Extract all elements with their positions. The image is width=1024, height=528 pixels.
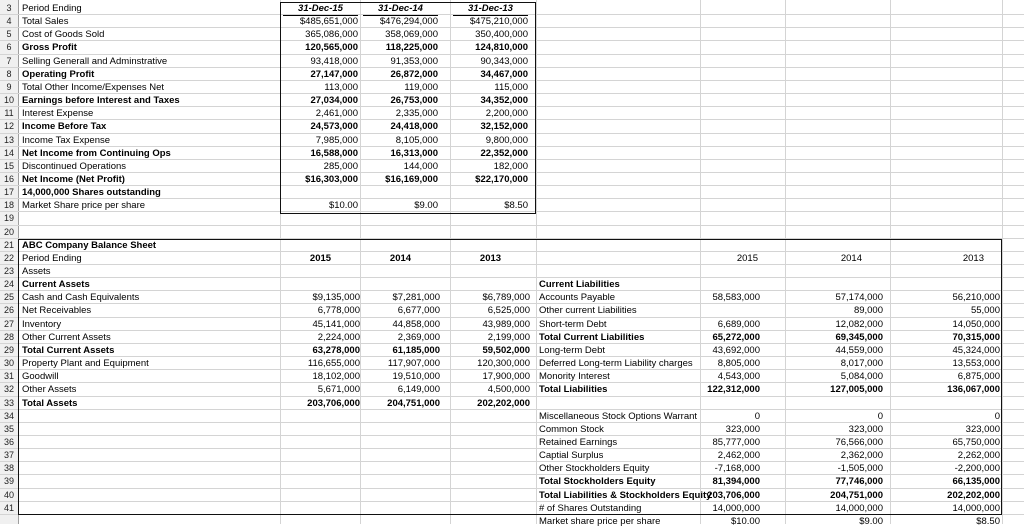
row-number[interactable]: 9 <box>6 81 12 92</box>
balance-year-left: 2013 <box>479 252 502 264</box>
asset-value[interactable]: 5,671,000 <box>317 384 360 396</box>
asset-value[interactable]: 202,202,000 <box>477 397 530 409</box>
asset-label: Cash and Cash Equivalents <box>22 292 140 304</box>
asset-value[interactable]: 4,500,000 <box>487 384 530 396</box>
asset-label: Other Current Assets <box>22 331 111 343</box>
balance-year-left: 2014 <box>389 252 412 264</box>
liability-value[interactable]: -2,200,000 <box>954 463 1000 475</box>
income-value[interactable]: 115,000 <box>494 81 528 93</box>
row-number[interactable]: 16 <box>3 173 14 184</box>
liability-value[interactable]: 56,210,000 <box>952 292 1000 304</box>
row-number[interactable]: 25 <box>3 292 14 303</box>
row-number[interactable]: 3 <box>6 3 12 13</box>
liability-value[interactable]: 12,082,000 <box>835 318 883 330</box>
row-number[interactable]: 15 <box>3 160 14 171</box>
liability-label: Short-term Debt <box>539 318 607 330</box>
asset-value[interactable]: 6,778,000 <box>317 305 360 317</box>
asset-label: Total Current Assets <box>22 344 115 356</box>
income-label: Cost of Goods Sold <box>22 29 105 41</box>
income-value[interactable]: 16,313,000 <box>390 147 438 159</box>
income-value[interactable]: 365,086,000 <box>305 29 358 41</box>
income-label: Total Other Income/Expenses Net <box>22 81 165 93</box>
asset-value[interactable]: 6,525,000 <box>487 305 530 317</box>
liability-value[interactable]: 14,050,000 <box>952 318 1000 330</box>
liability-value[interactable]: -7,168,000 <box>714 463 760 475</box>
row-number[interactable]: 14 <box>3 147 14 158</box>
income-value[interactable]: 113,000 <box>324 81 358 93</box>
row-number[interactable]: 10 <box>3 95 14 106</box>
income-value[interactable]: 118,225,000 <box>385 42 438 54</box>
asset-value[interactable]: 117,907,000 <box>387 358 440 370</box>
income-value[interactable]: 7,985,000 <box>315 134 358 146</box>
income-value[interactable]: 350,400,000 <box>475 29 528 41</box>
row-number[interactable]: 30 <box>3 358 14 369</box>
income-value[interactable]: 24,573,000 <box>310 121 358 133</box>
liability-value[interactable]: 57,174,000 <box>835 292 883 304</box>
asset-value[interactable]: 120,300,000 <box>477 358 530 370</box>
row-number[interactable]: 40 <box>3 489 14 500</box>
liability-value[interactable]: 13,553,000 <box>952 358 1000 370</box>
income-value[interactable]: $475,210,000 <box>469 16 528 28</box>
income-value[interactable]: 24,418,000 <box>390 121 438 133</box>
row-number[interactable]: 39 <box>3 476 14 487</box>
income-year-header[interactable]: 31-Dec-14 <box>363 2 438 16</box>
income-label: Net Income from Continuing Ops <box>22 147 171 159</box>
income-label: Interest Expense <box>22 108 94 120</box>
income-label: Period Ending <box>22 3 82 14</box>
income-value[interactable]: $8.50 <box>504 200 528 212</box>
liability-value[interactable]: $10.00 <box>730 515 760 527</box>
asset-value[interactable]: 19,510,000 <box>392 371 440 383</box>
liability-value[interactable]: 204,751,000 <box>830 489 883 501</box>
income-label: Income Tax Expense <box>22 134 111 146</box>
balance-period-label: Period Ending <box>22 252 82 264</box>
liability-value[interactable]: 69,345,000 <box>835 331 883 343</box>
income-label: Earnings before Interest and Taxes <box>22 95 180 107</box>
income-value[interactable]: $16,169,000 <box>385 173 438 185</box>
liability-value[interactable]: 2,462,000 <box>717 450 760 462</box>
asset-value[interactable]: 43,989,000 <box>482 318 530 330</box>
income-value[interactable]: $9.00 <box>414 200 438 212</box>
income-label: Gross Profit <box>22 42 77 54</box>
income-value[interactable]: 119,000 <box>404 81 438 93</box>
income-value[interactable]: 91,353,000 <box>390 55 438 67</box>
liability-value[interactable]: 14,000,000 <box>712 502 760 514</box>
row-number[interactable]: 19 <box>3 213 14 224</box>
income-value[interactable]: 34,352,000 <box>480 95 528 107</box>
liability-value[interactable]: 8,805,000 <box>717 358 760 370</box>
income-label: Operating Profit <box>22 68 95 80</box>
sheet-row <box>0 226 1024 239</box>
liability-label: Deferred Long-term Liability charges <box>539 358 693 370</box>
income-value[interactable]: 124,810,000 <box>475 42 528 54</box>
row-number[interactable]: 21 <box>3 239 14 250</box>
row-number[interactable]: 5 <box>6 29 12 40</box>
income-value[interactable]: 2,335,000 <box>395 108 438 120</box>
liability-value[interactable]: 0 <box>877 410 883 422</box>
row-number[interactable]: 41 <box>3 502 14 513</box>
row-number[interactable]: 11 <box>4 108 14 119</box>
liability-value[interactable]: 127,005,000 <box>830 384 883 396</box>
liability-label: Market share price per share <box>539 515 661 527</box>
liability-value[interactable]: 323,000 <box>725 423 760 435</box>
asset-label: Current Assets <box>22 279 90 291</box>
income-value[interactable]: 16,588,000 <box>310 147 358 159</box>
row-number[interactable]: 34 <box>3 410 14 421</box>
liability-value[interactable]: 14,000,000 <box>952 502 1000 514</box>
income-value[interactable]: 32,152,000 <box>480 121 528 133</box>
liability-label: Accounts Payable <box>539 292 616 304</box>
liability-value[interactable]: 6,875,000 <box>957 371 1000 383</box>
liability-value[interactable]: 323,000 <box>965 423 1000 435</box>
asset-value[interactable]: 18,102,000 <box>312 371 360 383</box>
liability-label: Common Stock <box>539 423 604 435</box>
row-number[interactable]: 27 <box>3 318 14 329</box>
income-value[interactable]: 358,069,000 <box>385 29 438 41</box>
liability-label: Long-term Debt <box>539 344 606 356</box>
liability-value[interactable]: -1,505,000 <box>837 463 883 475</box>
liability-label: Other current Liabilities <box>539 305 637 317</box>
income-label: Income Before Tax <box>22 121 107 133</box>
liability-value[interactable]: 45,324,000 <box>952 344 1000 356</box>
liability-value[interactable]: 43,692,000 <box>712 344 760 356</box>
asset-value[interactable]: 17,900,000 <box>482 371 530 383</box>
row-number[interactable]: 36 <box>3 436 14 447</box>
liability-value[interactable]: 203,706,000 <box>707 489 760 501</box>
asset-value[interactable]: 6,677,000 <box>397 305 440 317</box>
liability-value[interactable]: 85,777,000 <box>712 436 760 448</box>
income-year-header[interactable]: 31-Dec-13 <box>453 2 528 16</box>
income-value[interactable]: 93,418,000 <box>310 55 358 67</box>
liability-value[interactable]: 6,689,000 <box>717 318 760 330</box>
income-label: Discontinued Operations <box>22 160 127 172</box>
liability-label: Miscellaneous Stock Options Warrant <box>539 410 698 422</box>
liability-label: Captial Surplus <box>539 450 604 462</box>
liability-label: Total Liabilities <box>539 384 608 396</box>
liability-value[interactable]: 70,315,000 <box>952 331 1000 343</box>
row-number[interactable]: 7 <box>6 55 12 66</box>
liability-value[interactable]: 0 <box>754 410 760 422</box>
asset-value[interactable]: 63,278,000 <box>312 344 360 356</box>
income-value[interactable]: 144,000 <box>403 160 438 172</box>
balance-year-right: 2013 <box>962 252 984 264</box>
balance-year-right: 2015 <box>736 252 758 264</box>
liability-label: Current Liabilities <box>539 279 620 291</box>
income-value[interactable]: $476,294,000 <box>379 16 438 28</box>
row-number[interactable]: 12 <box>3 121 14 132</box>
row-number[interactable]: 18 <box>3 200 14 211</box>
liability-value[interactable]: 89,000 <box>853 305 883 317</box>
row-number[interactable]: 8 <box>6 68 12 79</box>
income-value[interactable]: 26,872,000 <box>390 68 438 80</box>
income-label: Market Share price per share <box>22 200 146 212</box>
asset-label: Inventory <box>22 318 62 330</box>
asset-value[interactable]: 203,706,000 <box>307 397 360 409</box>
income-value[interactable]: 182,000 <box>493 160 528 172</box>
asset-label: Property Plant and Equipment <box>22 358 149 370</box>
row-number[interactable]: 4 <box>6 16 12 27</box>
income-value[interactable]: 26,753,000 <box>390 95 438 107</box>
liability-value[interactable]: 5,084,000 <box>840 371 883 383</box>
liability-value[interactable]: 81,394,000 <box>712 476 760 488</box>
liability-label: Other Stockholders Equity <box>539 463 650 475</box>
asset-value[interactable]: $6,789,000 <box>482 292 530 304</box>
income-value[interactable]: 120,565,000 <box>305 42 358 54</box>
asset-label: Total Assets <box>22 397 78 409</box>
income-value[interactable]: 285,000 <box>323 160 358 172</box>
liability-label: # of Shares Outstanding <box>539 502 642 514</box>
asset-label: Other Assets <box>22 384 77 396</box>
income-value[interactable]: 9,800,000 <box>485 134 528 146</box>
row-number[interactable]: 38 <box>3 463 14 474</box>
income-value[interactable]: 22,352,000 <box>480 147 528 159</box>
row-number[interactable]: 29 <box>3 344 14 355</box>
liability-label: Total Current Liabilities <box>539 331 645 343</box>
balance-year-right: 2014 <box>840 252 862 264</box>
liability-value[interactable]: 76,566,000 <box>835 436 883 448</box>
row-number[interactable]: 37 <box>3 450 14 461</box>
income-value[interactable]: 90,343,000 <box>480 55 528 67</box>
liability-value[interactable]: 202,202,000 <box>947 489 1000 501</box>
liability-value[interactable]: 14,000,000 <box>835 502 883 514</box>
liability-value[interactable]: 323,000 <box>848 423 883 435</box>
liability-value[interactable]: $9.00 <box>859 515 883 527</box>
income-value[interactable]: 34,467,000 <box>480 68 528 80</box>
balance-year-left: 2015 <box>309 252 332 264</box>
liability-value[interactable]: 44,559,000 <box>835 344 883 356</box>
row-number[interactable]: 6 <box>6 42 12 53</box>
liability-value[interactable]: 55,000 <box>970 305 1000 317</box>
liability-value[interactable]: 136,067,000 <box>947 384 1000 396</box>
asset-label: Goodwill <box>22 371 59 383</box>
income-value[interactable]: $10.00 <box>328 200 358 212</box>
asset-value[interactable]: 2,369,000 <box>397 331 440 343</box>
row-number[interactable]: 23 <box>3 266 14 276</box>
income-label: 14,000,000 Shares outstanding <box>22 187 161 199</box>
asset-value[interactable]: $9,135,000 <box>312 292 360 304</box>
liability-value[interactable]: 0 <box>994 410 1000 422</box>
row-number[interactable]: 35 <box>3 423 14 434</box>
asset-label: Net Receivables <box>22 305 92 317</box>
balance-title: ABC Company Balance Sheet <box>22 239 157 251</box>
asset-value[interactable]: 59,502,000 <box>482 344 530 356</box>
asset-value[interactable]: 2,224,000 <box>317 331 360 343</box>
asset-label: Assets <box>22 266 51 277</box>
income-value[interactable]: 27,034,000 <box>310 95 358 107</box>
liability-value[interactable]: 8,017,000 <box>840 358 883 370</box>
income-year-header[interactable]: 31-Dec-15 <box>283 2 358 16</box>
row-number[interactable]: 13 <box>3 134 14 145</box>
row-number[interactable]: 22 <box>3 252 14 263</box>
liability-value[interactable]: 65,272,000 <box>712 331 760 343</box>
liability-value[interactable]: 58,583,000 <box>712 292 760 304</box>
asset-value[interactable]: 61,185,000 <box>392 344 440 356</box>
asset-value[interactable]: 2,199,000 <box>487 331 530 343</box>
asset-value[interactable]: 204,751,000 <box>387 397 440 409</box>
income-label: Total Sales <box>22 16 69 28</box>
row-number[interactable]: 28 <box>3 331 14 342</box>
row-number[interactable]: 26 <box>3 305 14 316</box>
liability-value[interactable]: 2,362,000 <box>840 450 883 462</box>
asset-value[interactable]: 45,141,000 <box>312 318 360 330</box>
row-number[interactable]: 32 <box>3 384 14 395</box>
income-value[interactable]: $22,170,000 <box>475 173 528 185</box>
income-label: Selling Generall and Adminstrative <box>22 55 168 67</box>
row-number[interactable]: 33 <box>3 397 14 408</box>
row-number[interactable]: 31 <box>3 371 14 382</box>
row-number[interactable]: 24 <box>3 279 14 290</box>
liability-value[interactable]: 2,262,000 <box>957 450 1000 462</box>
liability-label: Monority Interest <box>539 371 610 383</box>
asset-value[interactable]: 116,655,000 <box>307 358 360 370</box>
income-statement-border <box>280 2 536 214</box>
liability-value[interactable]: 122,312,000 <box>707 384 760 396</box>
liability-value[interactable]: $8.50 <box>976 515 1000 527</box>
liability-label: Retained Earnings <box>539 436 618 448</box>
income-value[interactable]: $485,651,000 <box>299 16 358 28</box>
liability-value[interactable]: 4,543,000 <box>717 371 760 383</box>
income-value[interactable]: 27,147,000 <box>310 68 358 80</box>
liability-label: Total Liabilities & Stockholders Equity <box>539 489 712 501</box>
row-number[interactable]: 17 <box>3 187 14 198</box>
row-number[interactable]: 20 <box>3 226 14 237</box>
income-value[interactable]: $16,303,000 <box>305 173 358 185</box>
liability-value[interactable]: 65,750,000 <box>952 436 1000 448</box>
asset-value[interactable]: $7,281,000 <box>392 292 440 304</box>
liability-value[interactable]: 66,135,000 <box>952 476 1000 488</box>
income-value[interactable]: 2,200,000 <box>485 108 528 120</box>
income-value[interactable]: 2,461,000 <box>315 108 358 120</box>
income-value[interactable]: 8,105,000 <box>395 134 438 146</box>
liability-value[interactable]: 77,746,000 <box>835 476 883 488</box>
liability-label: Total Stockholders Equity <box>539 476 656 488</box>
asset-value[interactable]: 6,149,000 <box>397 384 440 396</box>
asset-value[interactable]: 44,858,000 <box>392 318 440 330</box>
income-label: Net Income (Net Profit) <box>22 173 125 185</box>
